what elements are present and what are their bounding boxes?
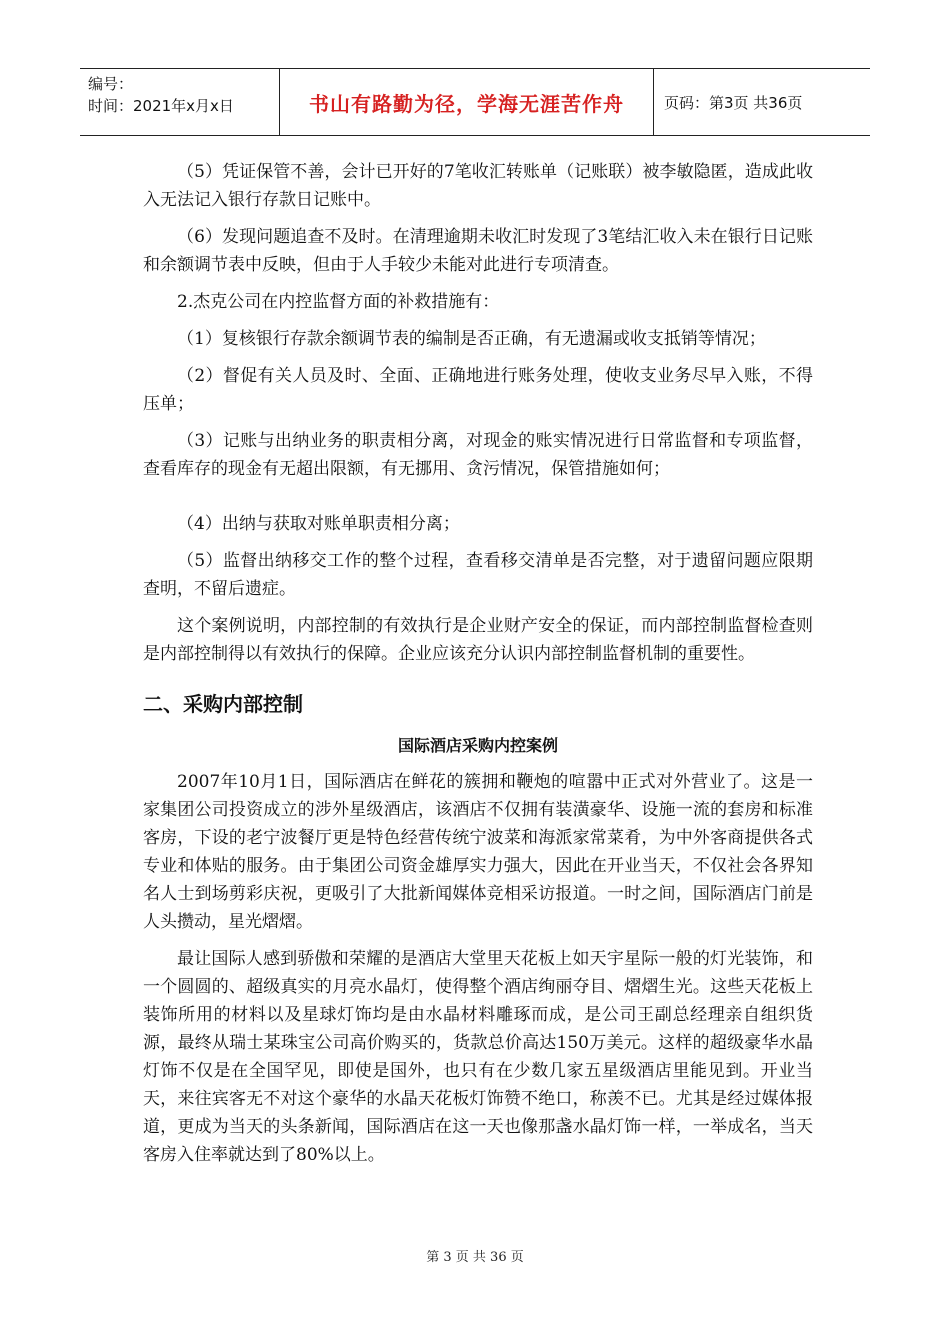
paragraph: 2.杰克公司在内控监督方面的补救措施有： — [177, 292, 500, 312]
paragraph: 这个案例说明，内部控制的有效执行是企业财产安全的保证，而内部控制监督检查则是内部控制得以有效执行的保障。企业应该充分认识内部控制监督机制的重要性。 — [143, 616, 813, 664]
spacer — [143, 492, 813, 510]
document-body — [143, 158, 813, 1178]
paragraph: 最让国际人感到骄傲和荣耀的是酒店大堂里天花板上如天宇星际一般的灯光装饰，和一个圆圆的、超级真实的月亮水晶灯，使得整个酒店绚丽夺目、熠熠生光。这些天花板上装饰所用的材料以及星球灯饰均是由水晶材料雕琢而成，是公司王副总经理亲自组织货源，最终从瑞士某珠宝公司高价购买的，货款总价高达150万美元。这样的超级豪华水晶灯饰不仅是在全国罕见，即使是国外，也只有在少数几家五星级酒店里能见到。开业当天，来往宾客无不对这个豪华的水晶天花板灯饰赞不绝口，称羡不已。尤其是经过媒体报道，更成为当天的头条新闻，国际酒店在这一天也像那盏水晶灯饰一样，一举成名，当天客房入住率就达到了80%以上。 — [143, 949, 813, 1165]
paragraph: 2007年10月1日，国际酒店在鲜花的簇拥和鞭炮的喧嚣中正式对外营业了。这是一家集团公司投资成立的涉外星级酒店，该酒店不仅拥有装潢豪华、设施一流的套房和标准客房，下设的老宁波餐厅更是特色经营传统宁波菜和海派家常菜肴，为中外客商提供各式专业和体贴的服务。由于集团公司资金雄厚实力强大，因此在开业当天，不仅社会各界知名人士到场剪彩庆祝，更吸引了大批新闻媒体竞相采访报道。一时之间，国际酒店门前是人头攒动，星光熠熠。 — [143, 772, 813, 932]
case-title: 国际酒店采购内控案例 — [397, 736, 558, 755]
paragraph: （2）督促有关人员及时、全面、正确地进行账务处理，使收支业务尽早入账，不得压单； — [143, 366, 813, 414]
paragraph: （6）发现问题追查不及时。在清理逾期未收汇时发现了3笔结汇收入未在银行日记账和余额调节表中反映，但由于人手较少未能对此进行专项清查。 — [143, 227, 813, 275]
header-meta — [80, 69, 280, 135]
section-heading: 二、采购内部控制 — [143, 692, 303, 716]
page-header — [80, 68, 870, 136]
paragraph: （5）凭证保管不善，会计已开好的7笔收汇转账单（记账联）被李敏隐匿，造成此收入无法记入银行存款日记账中。 — [143, 162, 813, 210]
time-label: 时间：2021年x月x日 — [88, 97, 234, 115]
serial-label: 编号： — [88, 75, 134, 93]
header-page-info: 页码：第3页 共36页 — [664, 93, 803, 112]
paragraph: （4）出纳与获取对账单职责相分离； — [177, 514, 460, 534]
header-motto: 书山有路勤为径，学海无涯苦作舟 — [280, 69, 654, 135]
page-footer: 第 3 页 共 36 页 — [426, 1250, 524, 1265]
paragraph: （3）记账与出纳业务的职责相分离，对现金的账实情况进行日常监督和专项监督，查看库存的现金有无超出限额，有无挪用、贪污情况，保管措施如何； — [143, 431, 813, 479]
paragraph: （1）复核银行存款余额调节表的编制是否正确，有无遗漏或收支抵销等情况； — [177, 329, 766, 349]
paragraph: （5）监督出纳移交工作的整个过程，查看移交清单是否完整，对于遗留问题应限期查明，不留后遗症。 — [143, 551, 813, 599]
